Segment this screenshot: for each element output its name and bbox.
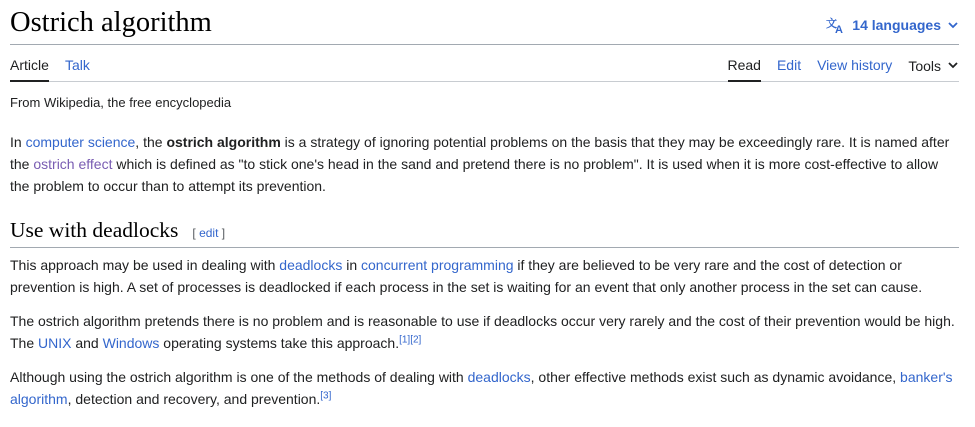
tab-read[interactable]: Read <box>728 57 761 82</box>
paragraph-1 <box>10 254 959 298</box>
tab-edit[interactable]: Edit <box>776 57 802 73</box>
text-span: which is defined as "to stick one's head in the sand and pretend there is no problem". It is used when it is more cost-effective to allow the problem to occur than to attempt its prevention. <box>10 156 939 194</box>
languages-button[interactable] <box>826 14 959 36</box>
article-body <box>10 82 959 410</box>
text-span: In <box>10 134 26 150</box>
text-span: , the <box>135 134 167 150</box>
link-bankers-algorithm[interactable]: banker's algorithm <box>10 369 953 407</box>
languages-label: 14 languages <box>852 17 941 33</box>
text-span: , other effective methods exist such as dynamic avoidance, <box>530 369 901 385</box>
edit-section <box>192 226 225 240</box>
svg-text:A: A <box>835 24 844 34</box>
text-span: is a strategy of ignoring potential problems on the basis that they may be exceedingly rare. It is named after the <box>10 134 950 172</box>
link-windows[interactable]: Windows <box>102 335 160 351</box>
translate-icon <box>826 16 846 34</box>
title-bar <box>10 0 959 45</box>
page-tabs <box>10 45 959 82</box>
text-span: if they are believed to be very rare and the cost of detection or prevention is high. A set of processes is deadlocked if each process in the set is waiting for an event that only another process in the set can cause. <box>10 257 923 295</box>
tab-article[interactable]: Article <box>10 57 49 82</box>
bold-term: ostrich algorithm <box>166 134 281 150</box>
link-unix[interactable]: UNIX <box>38 335 72 351</box>
text-span: The ostrich algorithm pretends there is no problem and is reasonable to use if deadlocks occur very rarely and the cost of their prevention would be high. The <box>10 313 955 351</box>
text-span: This approach may be used in dealing with <box>10 257 280 273</box>
svg-text:文: 文 <box>826 17 838 30</box>
tools-label: Tools <box>908 58 941 74</box>
reference-1[interactable]: [1] <box>399 334 411 346</box>
section-heading-row <box>10 215 959 248</box>
link-computer-science[interactable]: computer science <box>25 134 136 150</box>
page-title: Ostrich algorithm <box>10 7 212 38</box>
link-ostrich-effect[interactable]: ostrich effect <box>33 156 113 172</box>
bracket-close: ] <box>218 226 226 240</box>
text-span: operating systems take this approach. <box>159 335 400 351</box>
reference-3[interactable]: [3] <box>320 390 332 402</box>
bracket-open: [ <box>192 226 200 240</box>
text-span: , detection and recovery, and prevention. <box>67 391 321 407</box>
text-span: and <box>71 335 103 351</box>
tab-view-history[interactable]: View history <box>817 57 893 73</box>
section-heading: Use with deadlocks <box>10 218 179 242</box>
link-concurrent-programming[interactable]: concurrent programming <box>361 257 514 273</box>
edit-section-link[interactable]: edit <box>199 226 219 240</box>
link-deadlocks[interactable]: deadlocks <box>279 257 343 273</box>
link-deadlocks-2[interactable]: deadlocks <box>467 369 531 385</box>
reference-2[interactable]: [2] <box>410 334 422 346</box>
paragraph-2 <box>10 310 959 354</box>
text-span: Although using the ostrich algorithm is one of the methods of dealing with <box>10 369 468 385</box>
intro-paragraph <box>10 131 959 197</box>
chevron-down-icon <box>947 58 959 75</box>
text-span: in <box>342 257 362 273</box>
tab-talk[interactable]: Talk <box>65 57 90 73</box>
paragraph-3 <box>10 366 959 410</box>
site-subtitle: From Wikipedia, the free encyclopedia <box>10 95 232 110</box>
tools-menu[interactable] <box>908 57 959 82</box>
chevron-down-icon <box>947 19 959 31</box>
view-tabs <box>728 57 960 82</box>
